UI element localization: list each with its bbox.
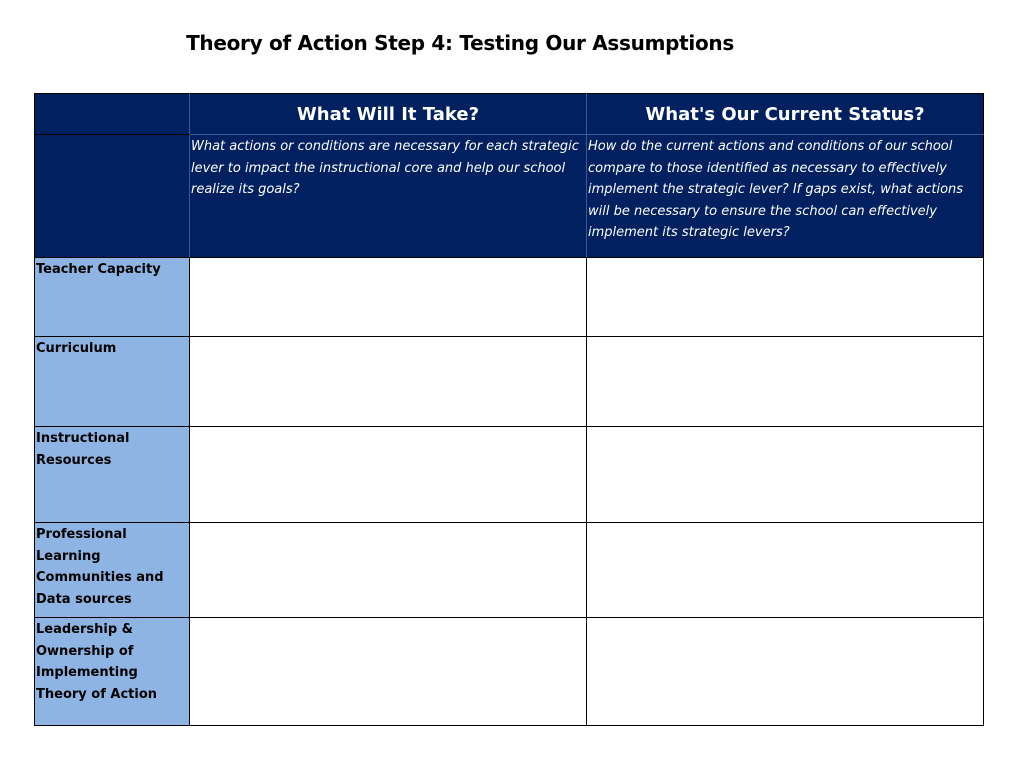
page-title: Theory of Action Step 4: Testing Our Assumptions [186,31,734,55]
header-current-status: What's Our Current Status? [587,94,984,135]
row-label-curriculum: Curriculum [35,337,190,427]
row-label-teacher-capacity: Teacher Capacity [35,258,190,337]
description-take-text: What actions or conditions are necessary for each strategic lever to impact the instructional core and help our school realize its goals? [191,139,579,198]
row-label-instructional-resources: Instructional Resources [35,427,190,523]
row-label-leadership: Leadership & Ownership of Implementing Theory of Action [35,618,190,726]
take-cell[interactable] [190,337,587,427]
take-cell[interactable] [190,258,587,337]
header-what-will-it-take: What Will It Take? [190,94,587,135]
description-take-cell [190,135,587,258]
assumptions-table [34,93,984,726]
table-row [35,618,984,726]
take-cell[interactable] [190,618,587,726]
take-cell[interactable] [190,427,587,523]
table-row [35,258,984,337]
header-label-cell [35,94,190,135]
status-cell[interactable] [587,618,984,726]
status-cell[interactable] [587,258,984,337]
table-row [35,337,984,427]
description-row [35,135,984,258]
status-cell[interactable] [587,427,984,523]
header-row [35,94,984,135]
description-status-text: How do the current actions and conditions of our school compare to those identified as necessary to effectively implement the strategic lever? If gaps exist, what actions will be necessary to ensure the school can effectively implement its strategic levers? [588,139,964,241]
table-row [35,427,984,523]
row-label-professional-learning: Professional Learning Communities and Data sources [35,523,190,618]
status-cell[interactable] [587,337,984,427]
take-cell[interactable] [190,523,587,618]
description-label-cell [35,135,190,258]
status-cell[interactable] [587,523,984,618]
description-status-cell [587,135,984,258]
table-row [35,523,984,618]
